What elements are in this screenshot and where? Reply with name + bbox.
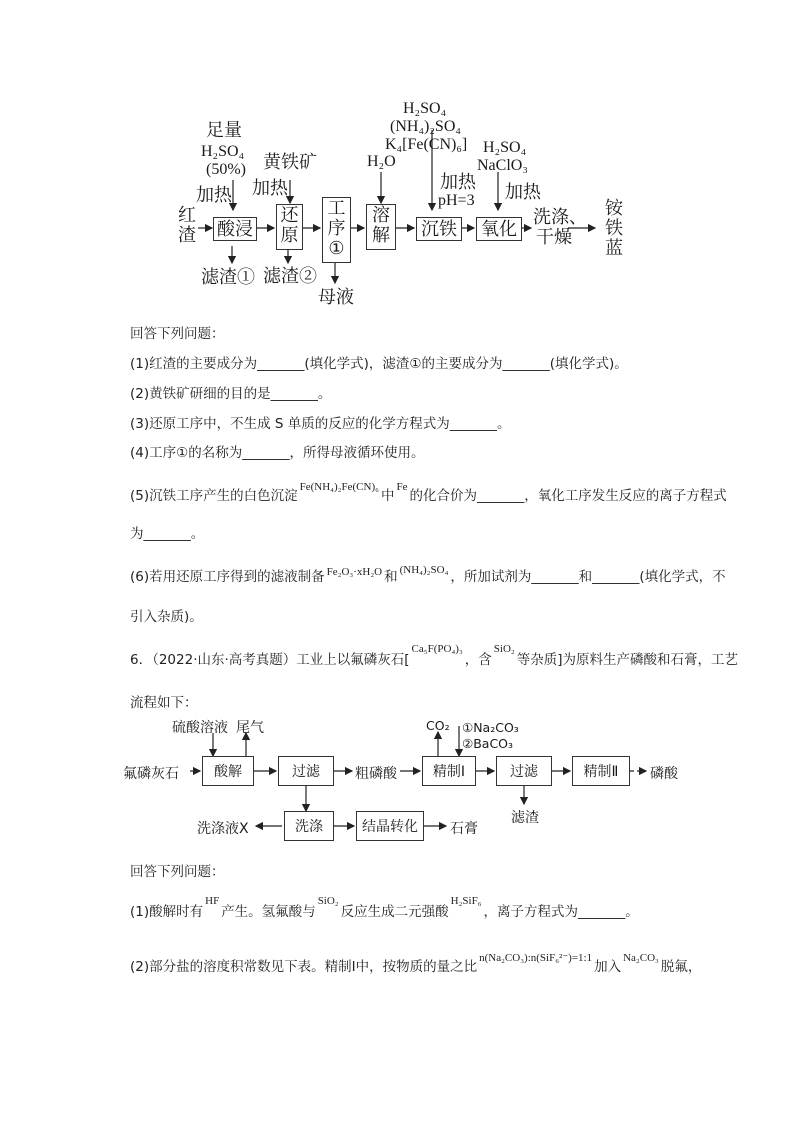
question-6-2-text-b: 加入 [594,959,622,975]
formula-mole-ratio: n(Na₂CO₃):n(SiF₆²⁻)=1:1 [479,952,593,964]
step-acid-leach: 酸浸 [213,217,257,241]
step-dissolve [366,204,396,250]
product-gypsum: 石膏 [450,821,478,837]
output-mother-liquor: 母液 [318,287,354,307]
question-3: (3)还原工序中，不生成 S 单质的反应的化学方程式为_______。 [130,416,511,432]
question-6-1-text-d: ，离子方程式为_______。 [483,904,639,920]
problem-6-text-b: ，含 [464,652,492,668]
product-char-2: 铁 [605,218,623,238]
question-4: (4)工序①的名称为_______，所得母液循环使用。 [130,445,425,461]
reagent-ammonium-sulfate: (NH₄)₂SO₄ [390,118,461,135]
reagent-water: H₂O [367,153,396,170]
condition-heat-1: 加热 [196,185,232,205]
input-red-residue-char-2: 渣 [178,225,196,245]
formula-hf: HF [205,895,220,907]
condition-heat-5: 加热 [440,172,476,192]
reagent-sodium-carbonate: ①Na₂CO₃ [462,720,519,735]
output-tail-gas: 尾气 [236,720,264,736]
output-residue-2: 滤渣② [263,266,317,286]
step-oxidation: 氧化 [476,217,522,241]
step-process-1-char-3: ① [328,238,345,258]
formula-h2sif6: H₂SiF₆ [450,895,482,907]
raw-fluorapatite: 氟磷灰石 [123,766,179,782]
question-6 [130,565,726,585]
reagent-barium-carbonate: ②BaCO₃ [462,736,514,751]
reagent-sufficient: 足量 [206,120,242,140]
flowchart-1-lines [0,0,800,310]
product-phosphoric-acid: 磷酸 [650,766,678,782]
step-filtration-1: 过滤 [278,756,334,786]
output-co2: CO₂ [426,718,450,733]
question-5-text-c: 的化合价为_______，氧化工序发生反应的离子方程式 [409,488,727,504]
input-red-residue-char-1: 红 [178,205,196,225]
step-process-1 [322,197,351,263]
condition-heat-2: 加热 [252,178,288,198]
output-filter-residue: 滤渣 [511,810,539,826]
step-refine-1: 精制Ⅰ [422,756,476,786]
reagent-h2so4-2: H₂SO₄ [403,100,447,117]
question-6-2-text-c: 脱氟， [660,959,702,975]
step-process-1-char-1: 工 [327,198,346,218]
step-washing: 洗涤 [284,811,334,841]
step-iron-precipitation: 沉铁 [416,217,462,241]
step-refine-2: 精制Ⅱ [572,756,630,786]
reagent-sodium-chlorate: NaClO₃ [477,157,528,174]
reagent-h2so4: H₂SO₄ [201,143,245,160]
formula-sio2-2: SiO₂ [317,895,339,907]
step-reduction-char-1: 还 [280,205,299,225]
question-5-cont: 为_______。 [130,526,205,542]
reagent-pyrite: 黄铁矿 [263,152,317,172]
formula-sio2: SiO₂ [493,643,515,655]
question-2: (2)黄铁矿研细的目的是_______。 [130,386,332,402]
question-6-2-text-a: (2)部分盐的溶度积常数见下表。精制Ⅰ中，按物质的量之比 [130,959,478,975]
question-6-2 [130,952,702,975]
question-6-text-a: (6)若用还原工序得到的滤液制备 [130,569,325,585]
problem-6-line-2: 流程如下： [130,695,198,711]
answer-intro-2: 回答下列问题： [130,864,225,880]
step-dry: 干燥 [536,227,572,247]
formula-fluorapatite: Ca₅F(PO₄)₃ [411,643,463,655]
output-washing-liquid-x: 洗涤液X [197,821,249,837]
step-reduction-char-2: 原 [280,225,299,245]
formula-fe: Fe [396,481,408,493]
step-acid-decomposition: 酸解 [202,756,254,786]
step-filtration-2: 过滤 [496,756,552,786]
step-dissolve-char-1: 溶 [372,205,390,225]
question-5-text-a: (5)沉铁工序产生的白色沉淀 [130,488,298,504]
question-6-1-text-c: 反应生成二元强酸 [340,904,449,920]
reagent-concentration: (50%) [206,161,246,178]
formula-na2co3: Na₂CO₃ [623,952,659,964]
step-process-1-char-2: 序 [327,218,346,238]
step-dissolve-char-2: 解 [372,225,390,245]
step-reduction [276,204,303,250]
answer-intro: 回答下列问题： [130,326,225,342]
question-5-text-b: 中 [380,488,395,504]
reagent-potassium-ferrocyanide: K₄[Fe(CN)₆] [385,136,468,153]
problem-6-text-c: 等杂质]为原料生产磷酸和石膏，工艺 [516,652,739,668]
question-6-1 [130,895,639,920]
reagent-h2so4-3: H₂SO₄ [483,139,527,156]
problem-6-line-1 [130,643,739,668]
product-char-1: 铵 [605,198,623,218]
reagent-sulfuric-acid-solution: 硫酸溶液 [172,720,228,736]
question-5 [130,481,727,504]
question-6-text-b: 和 [384,569,398,585]
question-6-1-text-b: 产生。氢氟酸与 [221,904,316,920]
output-residue-1: 滤渣① [201,267,255,287]
problem-6-text-a: 6．（2022·山东·高考真题）工业上以氟磷灰石[ [130,652,410,668]
condition-ph: pH=3 [438,192,475,209]
crude-phosphoric-acid: 粗磷酸 [355,766,397,782]
question-1: (1)红渣的主要成分为_______(填化学式)，滤渣①的主要成分为_______(填化学式)。 [130,356,628,372]
question-6-text-c: ，所加试剂为_______和_______(填化学式，不 [450,569,726,585]
question-6-1-text-a: (1)酸解时有 [130,904,204,920]
question-6-cont: 引入杂质)。 [130,609,203,625]
product-char-3: 蓝 [605,238,623,258]
formula-white-precipitate: Fe(NH₄)₂Fe(CN)₆ [299,481,379,493]
condition-heat-6: 加热 [505,182,541,202]
step-crystal-conversion: 结晶转化 [356,811,424,841]
formula-iron-oxide-hydrate: Fe₂O₃·xH₂O [326,566,383,578]
formula-ammonium-sulfate: (NH₄)₂SO₄ [399,564,449,576]
step-wash: 洗涤、 [533,207,587,227]
